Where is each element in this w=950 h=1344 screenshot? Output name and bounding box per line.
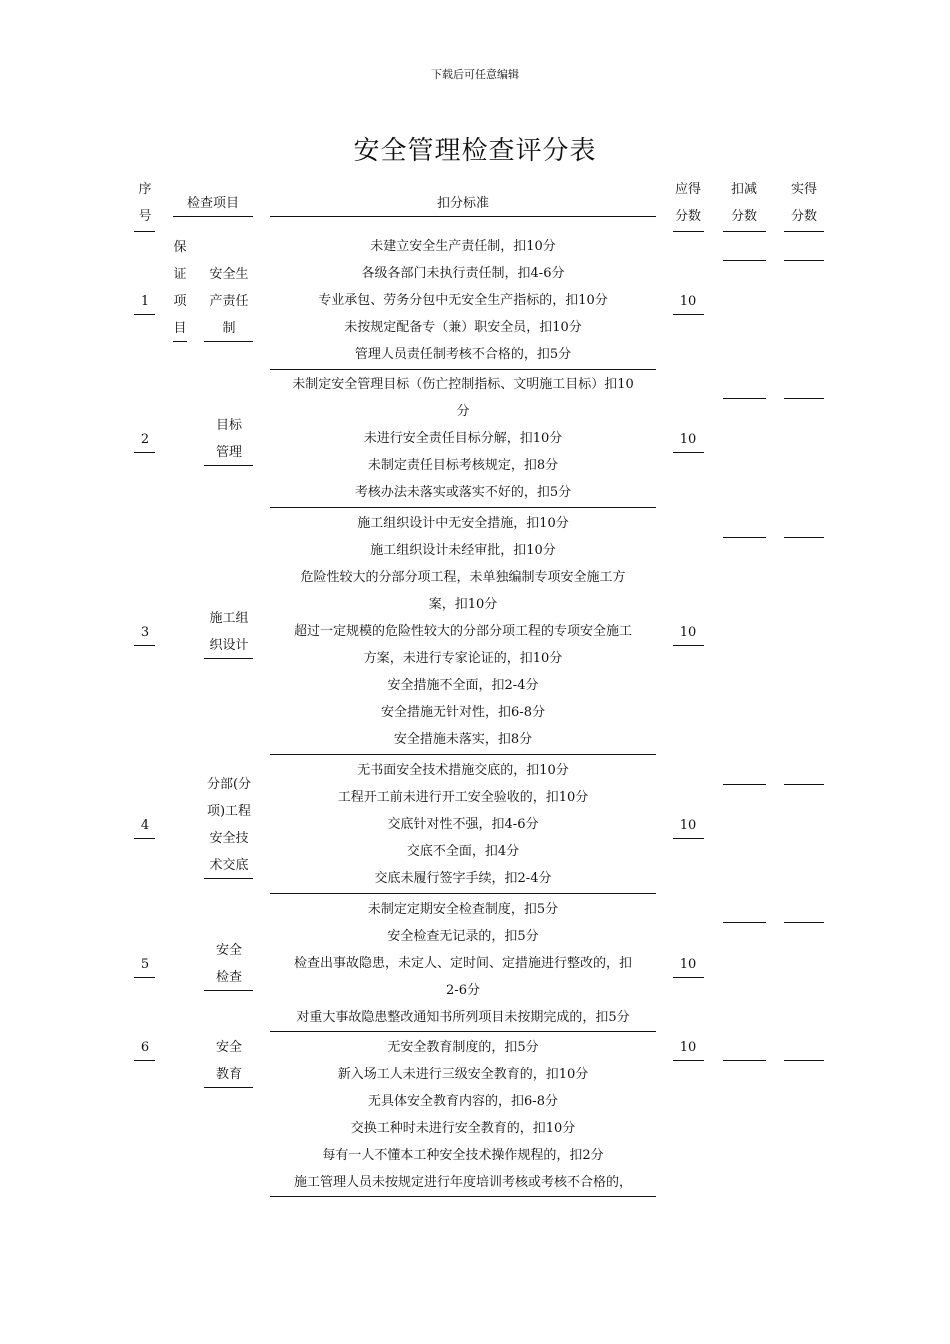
rule	[204, 465, 253, 466]
rule	[134, 977, 155, 978]
rule	[134, 645, 155, 646]
rule	[134, 231, 155, 232]
row-criteria: 无安全教育制度的，扣5分 新入场工人未进行三级安全教育的，扣10分 无具体安全教育内容的，扣6-8分 交换工种时未进行安全教育的，扣10分 每有一人不懂本工种安全技术操作规程的，扣2分 施工管理人员未按规定进行年度培训考核或考核不合格的，	[293, 1040, 632, 1190]
row-seq: 1	[140, 294, 150, 309]
rule	[173, 216, 253, 217]
deduct-blank	[723, 398, 766, 399]
row-seq: 4	[140, 818, 150, 833]
row-score: 10	[679, 818, 697, 833]
actual-blank	[784, 398, 824, 399]
row-score: 10	[679, 957, 697, 972]
row-criteria: 无书面安全技术措施交底的，扣10分 工程开工前未进行开工安全验收的，扣10分 交底针对性不强，扣4-6分 交底不全面，扣4分 交底未履行签字手续，扣2-4分	[337, 763, 589, 886]
row-item: 安全 检查	[215, 943, 242, 985]
row-seq: 2	[140, 432, 150, 447]
rule	[270, 893, 656, 894]
page-title: 安全管理检查评分表	[353, 136, 597, 166]
row-score: 10	[679, 625, 697, 640]
deduct-blank	[723, 784, 766, 785]
row-seq: 5	[140, 957, 150, 972]
rule	[673, 838, 704, 839]
rule	[270, 369, 656, 370]
row-seq: 3	[140, 625, 150, 640]
actual-blank	[784, 260, 824, 261]
deduct-blank	[723, 922, 766, 923]
rule	[270, 507, 656, 508]
row-criteria: 施工组织设计中无安全措施，扣10分 施工组织设计未经审批，扣10分 危险性较大的分部分项工程，未单独编制专项安全施工方 案，扣10分 超过一定规模的危险性较大的分部分项工程的专项安全施工 方案，未进行专家论证的，扣10分 安全措施不全面，扣2-4分 安全措施无针对性，扣6-8分 安全措施未落实，扣8分	[293, 516, 632, 747]
deduct-blank	[723, 1060, 766, 1061]
actual-blank	[784, 922, 824, 923]
rule	[134, 314, 155, 315]
rule	[270, 1031, 656, 1032]
rule	[204, 658, 253, 659]
row-score: 10	[679, 432, 697, 447]
actual-blank	[784, 537, 824, 538]
row-item: 安全生 产责任 制	[209, 267, 249, 336]
row-criteria: 未建立安全生产责任制，扣10分 各级各部门未执行责任制，扣4-6分 专业承包、劳务分包中无安全生产指标的，扣10分 未按规定配备专（兼）职安全员，扣10分 管理人员责任制考核不合格的，扣5分	[318, 239, 608, 362]
rule	[204, 341, 253, 342]
deduct-blank	[723, 260, 766, 261]
rule	[173, 341, 187, 342]
header-note: 下载后可任意编辑	[431, 68, 519, 81]
rule	[134, 838, 155, 839]
rule	[204, 878, 253, 879]
deduct-blank	[723, 537, 766, 538]
header-deduct: 扣减 分数	[730, 182, 757, 224]
rule	[134, 1060, 155, 1061]
actual-blank	[784, 784, 824, 785]
rule	[204, 1087, 253, 1088]
row-score: 10	[679, 1040, 697, 1055]
row-item: 目标 管理	[215, 418, 242, 460]
header-actual: 实得 分数	[790, 182, 817, 224]
group-label: 保 证 项 目	[173, 240, 187, 336]
rule	[673, 1060, 704, 1061]
header-due: 应得 分数	[674, 182, 701, 224]
rule	[134, 452, 155, 453]
rule	[270, 1196, 656, 1197]
row-criteria: 未制定安全管理目标（伤亡控制指标、文明施工目标）扣10 分 未进行安全责任目标分解，扣10分 未制定责任目标考核规定，扣8分 考核办法未落实或落实不好的，扣5分	[292, 377, 634, 500]
header-item: 检查项目	[186, 196, 239, 211]
row-item: 安全 教育	[215, 1040, 242, 1082]
row-score: 10	[679, 294, 697, 309]
rule	[673, 231, 704, 232]
header-seq: 序 号	[138, 182, 152, 224]
row-item: 施工组 织设计	[209, 611, 249, 653]
rule	[204, 990, 253, 991]
row-seq: 6	[140, 1040, 150, 1055]
rule	[673, 314, 704, 315]
rule	[270, 754, 656, 755]
actual-blank	[784, 1060, 824, 1061]
rule	[673, 977, 704, 978]
rule	[723, 231, 766, 232]
row-criteria: 未制定定期安全检查制度，扣5分 安全检查无记录的，扣5分 检查出事故隐患，未定人、定时间、定措施进行整改的，扣 2-6分 对重大事故隐患整改通知书所列项目未按期完成的，扣5分	[293, 902, 632, 1025]
row-item: 分部(分 项)工程 安全技 术交底	[206, 777, 252, 873]
rule	[784, 231, 824, 232]
rule	[673, 645, 704, 646]
header-criteria: 扣分标准	[436, 196, 489, 211]
rule	[673, 452, 704, 453]
rule	[270, 216, 656, 217]
